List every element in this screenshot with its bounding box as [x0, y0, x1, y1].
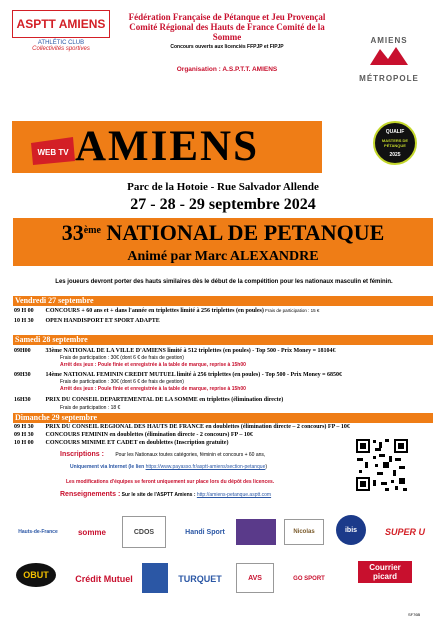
row-time: 09H00	[14, 348, 31, 354]
asptt-logo-sub: ATHLÉTIC CLUB	[37, 40, 85, 46]
day-samedi: Samedi 28 septembre	[13, 335, 433, 345]
day-vendredi: Vendredi 27 septembre	[13, 296, 433, 306]
sponsor-courrier-picard-logo: Courrier picard	[358, 561, 412, 583]
asptt-logo-text: ASPTT AMIENS	[12, 10, 110, 38]
schedule-row	[14, 372, 434, 379]
sponsor-purple-logo	[236, 519, 276, 545]
arret-note: Arrêt des jeux : Poule finie et enregistrée à la table de marque, reprise à 15h00	[60, 386, 246, 392]
asptt-logo-sub2: Collectivités sportives	[32, 46, 90, 52]
sponsor-cdos-logo: CDOS	[122, 516, 166, 548]
event-location: Parc de la Hotoie - Rue Salvador Allende	[127, 181, 319, 193]
national-number: 33	[61, 220, 84, 245]
row-text: PRIX DU CONSEIL REGIONAL DES HAUTS DE FRANCE en doublettes (élimination directe – 2 concours) FP – 10€	[45, 424, 350, 430]
row-text: CONCOURS FEMININ en doublettes (élimination directe - 2 concours) FP – 10€	[45, 432, 253, 438]
federation-heading	[118, 12, 336, 42]
qualif-mid: MASTERS DE PÉTANQUE	[381, 138, 409, 148]
row-time: 10 H 00	[14, 440, 34, 446]
renseignements-label: Renseignements :	[60, 491, 121, 498]
qualif-masters-logo	[373, 121, 417, 165]
renseignements-text: Sur le site de l'ASPTT Amiens :	[120, 492, 197, 498]
inscriptions-line	[60, 451, 265, 459]
schedule-row	[14, 308, 434, 315]
schedule-row	[14, 318, 434, 325]
footer-code: SF76B	[408, 612, 421, 617]
fee-note: Frais de participation : 30€ (dont 6 € de frais de gestion)	[60, 379, 184, 385]
modifications-note: Les modifications d'équipes se feront uniquement sur place lors du dépôt des licences.	[66, 479, 275, 485]
sponsor-hauts-de-france-logo: Hauts-de-France	[18, 529, 58, 535]
sponsor-credit-mutuel-logo: Crédit Mutuel	[75, 574, 133, 584]
qr-code-icon[interactable]	[355, 438, 409, 492]
inscriptions-line1: Pour les Nationaux toutes catégories, féminin et concours + 60 ans,	[115, 452, 266, 458]
national-title	[13, 218, 433, 248]
anime-par: Animé par Marc ALEXANDRE	[13, 248, 433, 266]
schedule-row	[14, 397, 434, 404]
inscriptions-label: Inscriptions :	[60, 451, 104, 458]
federation-line-1: Fédération Française de Pétanque et Jeu Provençal	[128, 12, 326, 22]
qualif-top: QUALIF	[385, 129, 405, 135]
row-text: CONCOURS + 60 ans et + dans l'année en triplettes limité à 256 triplettes (en poules)	[45, 308, 264, 314]
row-fee: Frais de participation : 15 €	[263, 308, 320, 313]
sponsor-super-u-logo: SUPER U	[384, 527, 425, 537]
webtv-logo	[29, 135, 77, 167]
sponsor-avs-logo: AVS	[236, 563, 274, 593]
federation-line-2: Comité Régional des Hauts de France Comité de la Somme	[129, 22, 325, 42]
joueurs-notice: Les joueurs devront porter des hauts similaires dès le début de la compétition pour les nationaux masculin et féminin.	[55, 279, 393, 285]
sponsor-ibis-logo: ibis	[336, 515, 366, 545]
city-title: AMIENS	[12, 121, 322, 173]
row-time: 09 H 30	[14, 424, 34, 430]
row-text: OPEN HANDISPORT ET SPORT ADAPTE	[45, 318, 160, 324]
webtv-badge-icon	[29, 135, 77, 167]
row-text: 14ème NATIONAL FEMININ CREDIT MUTUEL limité à 256 triplettes (en poules) - Top 500 - Prix Money = 6850€	[45, 372, 343, 378]
row-text: CONCOURS MINIME ET CADET en doublettes (Inscription gratuite)	[45, 440, 229, 446]
sponsor-handisport-logo: Handi Sport	[185, 528, 225, 536]
sponsor-turquet-logo: TURQUET	[178, 574, 222, 584]
metropole-top-text: AMIENS	[370, 36, 408, 45]
asptt-site-link[interactable]: http://amiens-petanque.asptt.com	[196, 492, 272, 498]
metropole-bottom-text: MÉTROPOLE	[359, 74, 419, 83]
concours-ouverts: Concours ouverts aux licenciés FFPJP et FIPJP	[170, 44, 284, 50]
inscriptions-pre: Uniquement via Internet (le lien	[70, 464, 146, 470]
asptt-logo	[12, 10, 110, 66]
arret-note: Arrêt des jeux : Poule finie et enregistrée à la table de marque, reprise à 15h00	[60, 362, 246, 368]
organisation-line: Organisation : A.S.P.T.T. AMIENS	[176, 66, 278, 73]
svg-text:WEB TV: WEB TV	[37, 148, 69, 157]
fee-note: Frais de participation : 18 €	[60, 405, 121, 411]
row-time: 16H30	[14, 397, 31, 403]
national-text: NATIONAL DE PETANQUE	[100, 220, 385, 245]
payasso-link[interactable]: https://www.payasso.fr/asptt-amiens/section-petanque	[145, 464, 266, 470]
row-text: 33ème NATIONAL DE LA VILLE D'AMIENS limité à 512 triplettes (en poules) - Top 500 - Prix Money = 18104€	[45, 348, 336, 354]
row-time: 09 H 00	[14, 308, 34, 314]
event-dates: 27 - 28 - 29 septembre 2024	[130, 196, 316, 213]
row-time: 09H30	[14, 372, 31, 378]
day-dimanche: Dimanche 29 septembre	[13, 413, 433, 423]
sponsor-obut-logo: OBUT	[16, 563, 56, 587]
fee-note: Frais de participation : 30€ (dont 6 € de frais de gestion)	[60, 355, 184, 361]
metropole-emblem-icon	[350, 45, 428, 69]
row-time: 10 H 30	[14, 318, 34, 324]
sponsor-nicolas-logo: Nicolas	[284, 519, 324, 545]
amiens-metropole-logo	[350, 12, 428, 84]
sponsor-gosport-logo: GO SPORT	[293, 576, 325, 582]
sponsor-somme-logo: somme	[77, 527, 106, 537]
inscriptions-post: )	[265, 464, 268, 470]
renseignements-line	[60, 491, 271, 499]
schedule-row	[14, 348, 434, 355]
schedule-row	[14, 424, 434, 431]
qualif-year: 2025	[389, 152, 401, 158]
row-time: 09 H 30	[14, 432, 34, 438]
inscriptions-url-line	[70, 463, 267, 471]
national-sup: ème	[83, 225, 101, 236]
row-text: PRIX DU CONSEIL DEPARTEMENTAL DE LA SOMME en triplettes (élimination directe)	[45, 397, 284, 403]
sponsor-badge-logo	[142, 563, 168, 593]
